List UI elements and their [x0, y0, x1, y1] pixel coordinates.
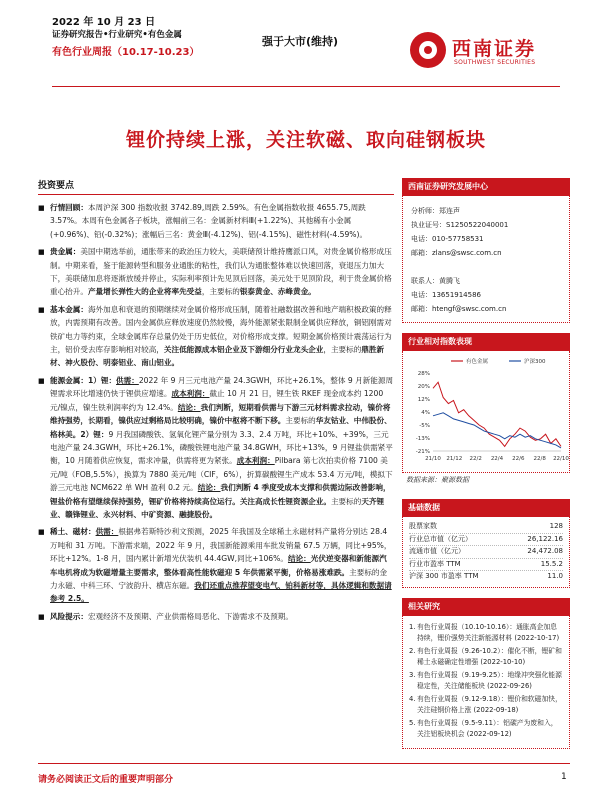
para-text: 主要标的 — [285, 416, 316, 426]
para-label: 结论： — [197, 483, 221, 493]
y-tick-label: 4% — [421, 410, 430, 416]
contact-phone: 电话：13651914586 — [411, 291, 481, 299]
data-row — [409, 521, 563, 534]
data-label: 行业市盈率 TTM — [409, 559, 461, 568]
paragraph-energy-metals — [38, 374, 394, 521]
related-num: 1. — [409, 622, 416, 631]
y-tick-label: 28% — [417, 371, 430, 377]
data-label: 行业总市值（亿元） — [409, 534, 472, 543]
paragraph-rare-earth — [38, 525, 394, 605]
x-tick-label: 21/12 — [446, 456, 463, 462]
para-text: 主要标的 — [330, 496, 362, 506]
related-list — [402, 616, 570, 749]
x-tick-label: 22/4 — [490, 456, 504, 462]
para-lead: 基本金属： — [50, 304, 88, 314]
basic-data-table — [402, 517, 570, 588]
sidebar — [402, 178, 570, 749]
para-lead: 行情回顾： — [50, 203, 88, 212]
y-tick-label: 12% — [417, 397, 430, 403]
data-row — [409, 534, 563, 547]
bullet-icon: ■ — [38, 528, 45, 537]
report-series: 有色行业周报（10.17-10.23） — [52, 47, 200, 58]
para-label: 供需： — [116, 375, 139, 385]
para-label: 成本利润： — [236, 456, 275, 466]
para-label: 成本利润： — [171, 389, 210, 399]
report-category: 证券研究报告•行业研究•有色金属 — [52, 30, 182, 40]
related-text: 有色行业周报（9.12-9.18）：锂价和软磁加快，关注硅钢价格上涨 (2022-09-18) — [417, 694, 562, 714]
para-emphasis: 关注低能源成本铝企业及下游细分行业龙头企业 — [163, 345, 324, 355]
report-date: 2022 年 10 月 23 日 — [52, 17, 156, 28]
data-label: 沪深 300 市盈率 TTM — [409, 572, 479, 580]
para-emphasis: 产量增长弹性大的企业将率先受益 — [87, 287, 202, 297]
para-lead: 风险提示： — [50, 611, 88, 621]
logo-mark-icon — [410, 32, 446, 68]
analysts-heading: 西南证券研究发展中心 — [402, 178, 570, 196]
logo-name-cn: 西南证券 — [452, 38, 537, 60]
para-text: 宏观经济不及预期、产业供需格局恶化、下游需求不及预期。 — [87, 611, 293, 621]
para-emphasis: 我们判断，短期看供需与下游三元材料需求拉动，镍价将维持强势，长期看，镍供应过剩格局比较明确，镍价中枢将不断下移。 — [50, 402, 391, 426]
points-heading: 投资要点 — [38, 181, 75, 191]
bullet-icon: ■ — [38, 305, 45, 314]
report-header — [52, 13, 292, 59]
contact-name: 联系人：黄腾飞 — [411, 277, 460, 285]
index-chart-box — [402, 333, 570, 487]
industry-rating: 强于大市(维持) — [262, 35, 339, 48]
para-text: 海外加息和衰退的预期继续对金属价格形成压制，随着社融数据改善和地产端积极政策的释放，内需预期有改善。国内金属供应释放速度仍然较慢，海外能源紧张限制金属供应释放，铜铝刚需对铁矿电力等约束，全球金属库存总量仍处于历史低位，对价格形成支撑。短期金属价格预计震荡运行为主，铝价受去库存影响相对较高， — [50, 304, 392, 355]
related-text: 有色行业周报（9.5-9.11）：铝碳产为废和入，关注铝板块机会 (2022-09-12) — [417, 718, 558, 738]
bullet-icon: ■ — [38, 204, 45, 212]
index-chart — [402, 351, 570, 473]
para-label: 结论： — [177, 402, 201, 412]
x-tick-label: 21/10 — [425, 456, 441, 462]
analyst-cert: 执业证号：S1250522040001 — [411, 221, 509, 229]
data-value: 26,122.16 — [527, 534, 563, 543]
investment-points — [38, 178, 394, 627]
para-sub: 1）锂： — [87, 375, 117, 385]
x-tick-label: 22/2 — [469, 456, 482, 462]
para-lead: 稀土、磁材： — [50, 527, 96, 537]
related-num: 4. — [409, 694, 416, 703]
para-text: ，主要标的 — [201, 287, 240, 297]
related-research-box — [402, 598, 570, 749]
related-heading: 相关研究 — [402, 598, 570, 616]
para-emphasis: 我们还重点推荐望变电气、铂科新材等，具体逻辑和数据请参考 2.5。 — [50, 580, 392, 604]
para-text: 截止 10 月 21 日，锂生铁 RKEF 现金成本约 1200 元/镍点，镍生铁利润率约为 12.4%。 — [50, 389, 384, 412]
analyst-info — [402, 196, 570, 323]
para-text: 2022 年 9 月三元电池产量 24.3GWH，环比+26.1%，整体 9 月新能源周锂需求环比增速仍快于锂供应增速。 — [50, 375, 394, 399]
x-tick-label: 22/6 — [512, 456, 525, 462]
para-text: ，主要标的 — [323, 345, 362, 355]
related-num: 2. — [409, 646, 416, 655]
legend-label: 沪深300 — [524, 359, 546, 365]
y-tick-label: -5% — [419, 423, 430, 429]
header-divider — [52, 86, 560, 87]
paragraph-base-metals — [38, 303, 394, 370]
data-row — [409, 571, 563, 583]
related-item[interactable] — [409, 670, 563, 693]
contact-email[interactable]: 邮箱：htengf@swsc.com.cn — [411, 305, 507, 313]
chart-heading: 行业相对指数表现 — [402, 333, 570, 351]
para-text: 本周沪深 300 指数收报 3742.89,周跌 2.59%。有色金属指数收报 4655.75,周跌 3.57%。本周有色金属各子板块，涨幅前三名：金属新材料Ⅲ(+1.22%)、其他稀有小金属(+0.96%)、铅(-0.32%)；涨幅后三名：黄金Ⅲ(-4.12%)、铝(-4.15%)、磁性材料(-4.59%)。 — [50, 203, 368, 239]
para-text: 主要标的金力永磁、中科三环、宁波韵升、横店东磁。 — [50, 567, 388, 590]
para-emphasis: 光伏逆变器和新能源汽车电机将成为软磁增量主要需求，整体看高性能软磁迎 5 年供需紧平衡，价格易涨难跌。 — [50, 554, 387, 577]
y-tick-label: -13% — [415, 436, 430, 442]
basic-data-heading: 基础数据 — [402, 499, 570, 517]
data-row — [409, 546, 563, 559]
related-item[interactable] — [409, 718, 563, 741]
para-stocks: 华友钴业、中伟股份、格林美。 — [50, 416, 392, 439]
data-label: 流通市值（亿元） — [409, 547, 465, 555]
para-lead: 能源金属： — [50, 375, 88, 385]
bullet-icon: ■ — [38, 612, 45, 621]
page-number: 1 — [561, 772, 567, 782]
data-row — [409, 559, 563, 572]
paragraph-precious-metals — [38, 245, 394, 299]
data-value: 15.5.2 — [540, 559, 563, 568]
related-text: 有色行业周报（10.10-10.16）：通胀高企加息持续，锂价强势关注新能源材料 (2022-10-17) — [417, 622, 560, 642]
analyst-name: 分析师：郑连声 — [411, 207, 460, 215]
related-num: 5. — [409, 718, 416, 727]
related-item[interactable] — [409, 646, 563, 669]
data-value: 24,472.08 — [527, 547, 563, 555]
points-divider — [38, 194, 394, 195]
related-item[interactable] — [409, 622, 563, 645]
logo-name-en: SOUTHWEST SECURITIES — [454, 59, 536, 66]
company-logo — [410, 32, 560, 72]
paragraph-market-review — [38, 201, 394, 241]
para-text: 美国中期选举前，通胀带来的政治压力较大，美联储预计维持鹰派口风，对贵金属价格形成压制。中期来看，鉴于能源转型和服务业通胀的粘性，我们认为通胀整体难以快速回落，衰退压力加大下，美联储加息将逐渐放缓并停止，实际利率预计先见顶后回落，美元处于见顶阶段，利于贵金属价格重心抬升。 — [50, 247, 392, 297]
chart-source: 数据来源：聚源数据 — [406, 476, 469, 484]
analyst-phone: 电话：010-57758531 — [411, 235, 484, 243]
data-value: 128 — [549, 522, 563, 530]
analyst-email[interactable]: 邮箱：zlans@swsc.com.cn — [411, 249, 502, 257]
y-tick-label: -21% — [415, 449, 430, 455]
series-line — [433, 382, 561, 446]
related-text: 有色行业周报（9.26-10.2）：催化不断，锂矿和稀土永磁确定性增强 (2022-10-10) — [417, 646, 562, 666]
data-label: 股票家数 — [409, 522, 437, 530]
footer-disclaimer: 请务必阅读正文后的重要声明部分 — [38, 775, 174, 785]
legend-label: 有色金属 — [466, 359, 489, 365]
para-text: 9 月我国磷酸铁、氢氧化锂产量分别为 3.3、2.4 万吨，环比+10%、+39%，三元电池产量 24.3GWH，环比+26.1%，磷酸铁锂电池产量 34.8GWH，环比+13%，9 月锂盐供需紧平衡，10 月随着供应恢复，需求冲量，供需将更为紧张。 — [50, 429, 393, 466]
para-lead: 贵金属： — [50, 247, 81, 257]
related-text: 有色行业周报（9.19-9.25）：地缘冲突强化能源稳定性，关注储能板块 (2022-09-26) — [417, 670, 562, 690]
chart-svg — [403, 351, 569, 473]
para-stocks: 银泰黄金、赤峰黄金。 — [239, 287, 316, 297]
bullet-icon: ■ — [38, 376, 45, 385]
paragraph-risk — [38, 610, 394, 623]
para-stocks: 天齐锂业、赣锋锂业、永兴材料、中矿资源、融捷股份。 — [50, 496, 385, 519]
series-line — [433, 413, 561, 448]
para-label: 供需： — [95, 527, 119, 537]
x-tick-label: 22/8 — [533, 456, 546, 462]
para-text: 根据弗若斯特沙利文预测，2025 年我国及全球稀土永磁材料产量将分别达 28.4 万吨和 31 万吨。下游需求端，2022 年 9 月，我国新能源乘用车批发销量 67.5 万辆，同比+95%，环比+12%。1-8 月，国内累计新增光伏装机 44.4GW,同比+106%。 — [50, 527, 392, 564]
para-label: 结论： — [287, 554, 311, 564]
para-sub: 2）锂： — [80, 429, 109, 439]
para-emphasis: 我们判断 4 季度受成本支撑和供需边际改善影响，锂盐价格有望继续保持强势，锂矿价格将持续高位运行。关注高成长性锂资源企业。 — [50, 483, 391, 506]
y-tick-label: 20% — [417, 384, 430, 390]
data-value: 11.0 — [547, 572, 563, 580]
x-tick-label: 22/10 — [553, 456, 569, 462]
related-item[interactable] — [409, 694, 563, 717]
report-title: 锂价持续上涨，关注软磁、取向硅钢板块 — [125, 129, 486, 151]
para-stocks: 鼎胜新材、神火股份、明泰铝业、南山铝业。 — [50, 345, 385, 368]
bullet-icon: ■ — [38, 248, 45, 257]
footer-divider — [38, 763, 570, 764]
related-num: 3. — [409, 670, 416, 679]
para-text: Pilbara 第七次拍卖价格 7100 美元/吨（FOB,5.5%），换算为 7880 美元/吨（CIF，6%），折算碳酸锂生产成本 53.4 万元/吨，模拟下游三元电池 NCM622 单 WH 盈利 0.2 元。 — [50, 456, 393, 493]
basic-data-box — [402, 499, 570, 588]
